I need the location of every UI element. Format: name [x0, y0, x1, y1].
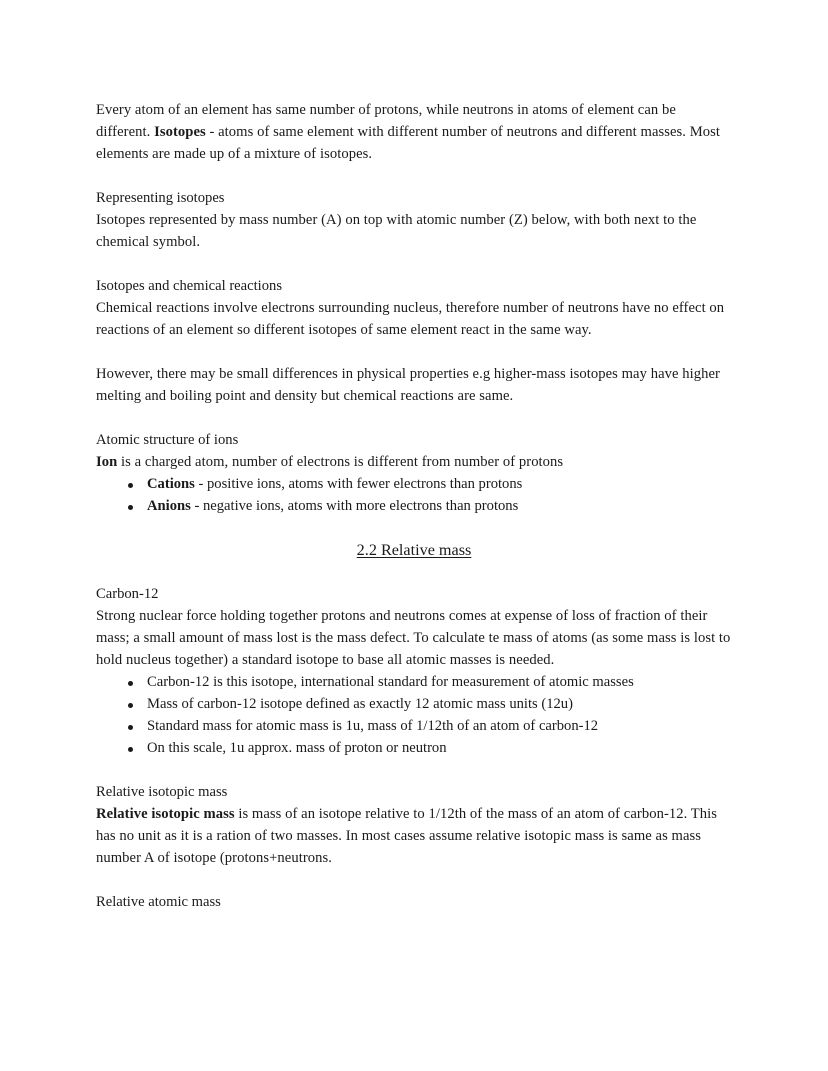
- however-body: However, there may be small differences in physical properties e.g higher-mass isotopes may have higher melting and boiling point and density but chemical reactions are same.: [96, 366, 720, 404]
- relative-isotopic-mass-body: [96, 803, 732, 869]
- relative-isotopic-mass-heading: Relative isotopic mass: [96, 784, 228, 800]
- bullet-bold-term: Anions: [147, 498, 191, 514]
- page-title: [96, 539, 732, 561]
- list-item: Mass of carbon-12 isotope defined as exactly 12 atomic mass units (12u): [96, 693, 732, 715]
- section-representing-isotopes: [96, 187, 732, 253]
- relative-atomic-mass-heading: Relative atomic mass: [96, 894, 221, 910]
- intro-paragraph-text: [96, 99, 732, 165]
- relative-isotopic-mass-bold-term: Relative isotopic mass: [96, 806, 235, 822]
- isotopes-reactions-body: Chemical reactions involve electrons surrounding nucleus, therefore number of neutrons have no effect on reactions of an element so different isotopes of same element react in the same way.: [96, 300, 725, 338]
- ions-lead-line: [96, 451, 732, 473]
- paragraph-intro: [96, 99, 732, 165]
- section-heading-text: 2.2 Relative mass: [356, 541, 472, 559]
- paragraph-however: [96, 363, 732, 407]
- intro-part-2: - atoms of same element with different number of neutrons and different masses. Most elements are made up of a mixture of isotopes.: [96, 124, 721, 162]
- ions-lead-bold: Ion: [96, 454, 118, 470]
- bullet-rest-text: - positive ions, atoms with fewer electrons than protons: [194, 476, 523, 492]
- list-item: [96, 495, 732, 517]
- section-relative-isotopic-mass: [96, 781, 732, 869]
- list-item: Standard mass for atomic mass is 1u, mass of 1/12th of an atom of carbon-12: [96, 715, 732, 737]
- section-isotopes-chemical-reactions: [96, 275, 732, 341]
- intro-part-1: Every atom of an element has same number of protons, while neutrons in atoms of element can be different.: [96, 102, 676, 140]
- list-item: [96, 473, 732, 495]
- relative-isotopic-mass-rest: is mass of an isotope relative to 1/12th of the mass of an atom of carbon-12. This has no unit as it is a ration of two masses. In most cases assume relative isotopic mass is same as mass number A of isotope (protons+neutrons.: [96, 806, 718, 866]
- bullet-rest-text: - negative ions, atoms with more electrons than protons: [190, 498, 519, 514]
- ions-lead-rest: is a charged atom, number of electrons is different from number of protons: [117, 454, 564, 470]
- section-relative-atomic-mass: [96, 891, 732, 913]
- section-atomic-structure-of-ions: [96, 429, 732, 517]
- carbon12-body: Strong nuclear force holding together protons and neutrons comes at expense of loss of fraction of their mass; a small amount of mass lost is the mass defect. To calculate te mass of atoms (as some mass is lost to hold nucleus together) a standard isotope to base all atomic masses is needed.: [96, 608, 731, 668]
- list-item: Carbon-12 is this isotope, international standard for measurement of atomic masses: [96, 671, 732, 693]
- document-body: [96, 99, 732, 913]
- bullet-bold-term: Cations: [147, 476, 195, 492]
- isotopes-reactions-heading: Isotopes and chemical reactions: [96, 278, 282, 294]
- intro-bold-term: Isotopes: [154, 124, 206, 140]
- representing-isotopes-body: Isotopes represented by mass number (A) on top with atomic number (Z) below, with both next to the chemical symbol.: [96, 212, 697, 250]
- list-item: On this scale, 1u approx. mass of proton or neutron: [96, 737, 732, 759]
- section-heading-block: [96, 539, 732, 561]
- carbon12-heading: Carbon-12: [96, 586, 159, 602]
- section-carbon-12: [96, 583, 732, 759]
- representing-isotopes-heading: Representing isotopes: [96, 190, 225, 206]
- ions-heading: Atomic structure of ions: [96, 432, 239, 448]
- ions-bullet-list: [96, 473, 732, 517]
- carbon12-bullet-list: [96, 671, 732, 759]
